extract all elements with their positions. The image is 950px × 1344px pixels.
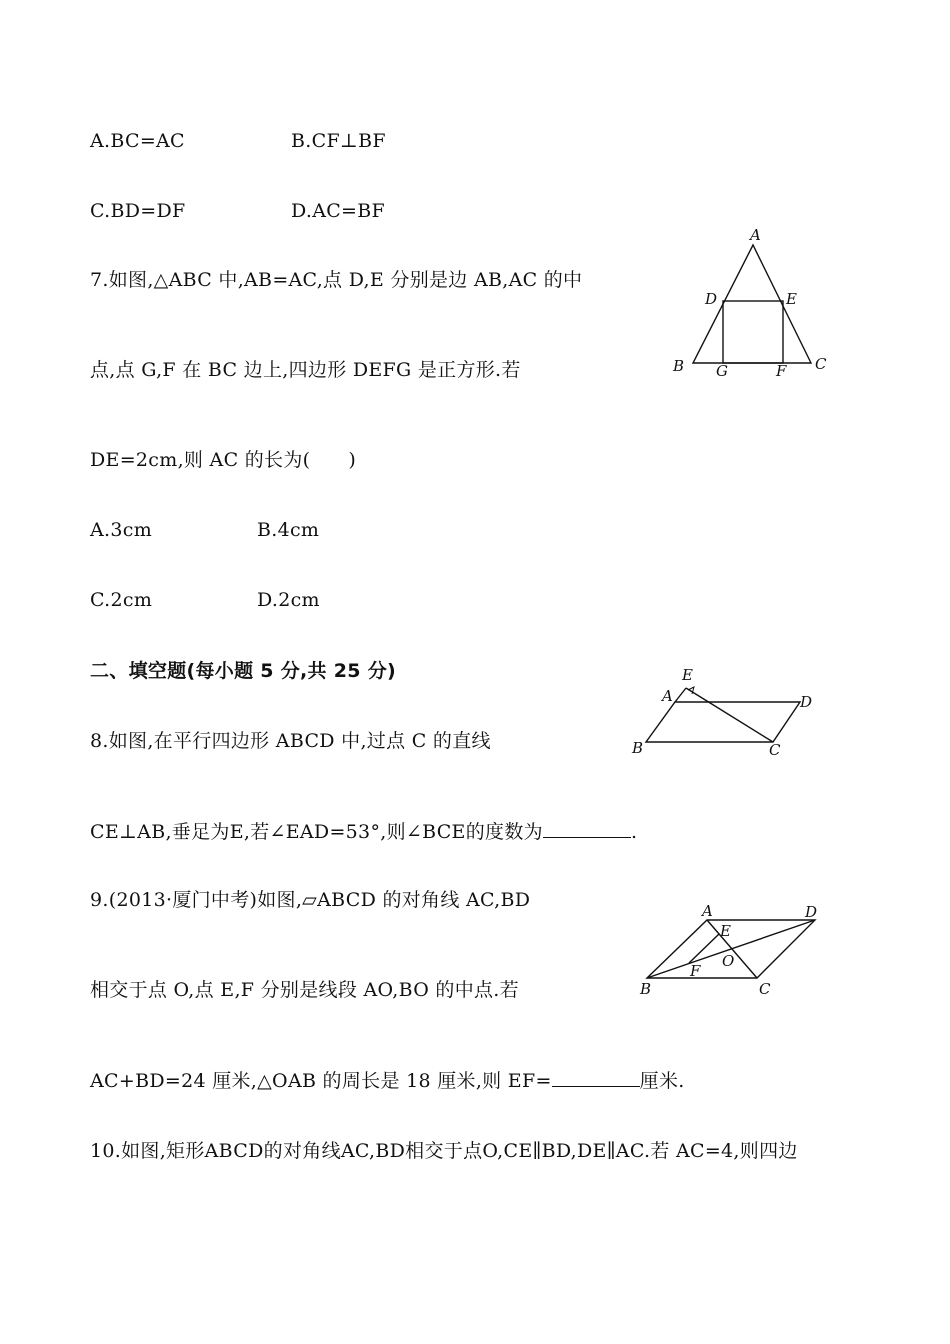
q6-option-b: B.CF⊥BF xyxy=(291,130,386,152)
label-g: G xyxy=(716,362,728,380)
q10-text-line1: 10.如图,矩形ABCD的对角线AC,BD相交于点O,CE∥BD,DE∥AC.若 AC=4,则四边 xyxy=(90,1140,798,1162)
q7-option-a: A.3cm xyxy=(90,519,153,541)
q7-text-line2: 点,点 G,F 在 BC 边上,四边形 DEFG 是正方形.若 xyxy=(90,359,521,381)
label-c: C xyxy=(815,355,827,373)
label-a: A xyxy=(662,687,673,705)
q8-text-line1: 8.如图,在平行四边形 ABCD 中,过点 C 的直线 xyxy=(90,730,491,752)
q6-option-d: D.AC=BF xyxy=(291,200,386,222)
q8-answer-blank[interactable] xyxy=(543,819,631,838)
label-e: E xyxy=(720,922,731,940)
q9-text-after-blank: 厘米. xyxy=(639,1070,685,1092)
label-b: B xyxy=(632,739,644,757)
parallelogram-abcd xyxy=(646,702,800,742)
q8-text-before-blank: CE⊥AB,垂足为E,若∠EAD=53°,则∠BCE的度数为 xyxy=(90,821,543,843)
label-d: D xyxy=(805,903,818,921)
q9-figure-parallelogram xyxy=(635,900,830,1000)
label-d: D xyxy=(800,693,813,711)
line-ae-extension xyxy=(675,688,686,702)
label-c: C xyxy=(769,741,781,759)
label-e: E xyxy=(786,290,797,308)
label-b: B xyxy=(640,980,652,998)
q7-text-line3: DE=2cm,则 AC 的长为( ) xyxy=(90,449,357,471)
label-b: B xyxy=(673,357,685,375)
label-o: O xyxy=(722,952,735,970)
square-defg xyxy=(723,301,783,363)
section-heading-fill-in: 二、填空题(每小题 5 分,共 25 分) xyxy=(90,660,397,682)
label-a: A xyxy=(750,226,761,244)
q8-text-after-blank: . xyxy=(630,821,638,843)
q6-option-c: C.BD=DF xyxy=(90,200,186,222)
line-ce xyxy=(686,688,773,742)
label-d: D xyxy=(705,290,718,308)
q7-option-d: D.2cm xyxy=(257,589,320,611)
label-a: A xyxy=(702,902,713,920)
q9-text-line2: 相交于点 O,点 E,F 分别是线段 AO,BO 的中点.若 xyxy=(90,979,519,1001)
q9-answer-blank[interactable] xyxy=(552,1068,640,1087)
q7-text-line1: 7.如图,△ABC 中,AB=AC,点 D,E 分别是边 AB,AC 的中 xyxy=(90,269,583,291)
label-c: C xyxy=(759,980,771,998)
q7-option-c: C.2cm xyxy=(90,589,153,611)
q9-text-line1: 9.(2013·厦门中考)如图,▱ABCD 的对角线 AC,BD xyxy=(90,889,531,911)
label-f: F xyxy=(776,362,787,380)
q9-text-before-blank: AC+BD=24 厘米,△OAB 的周长是 18 厘米,则 EF= xyxy=(90,1070,552,1092)
label-f: F xyxy=(690,962,701,980)
q7-option-b: B.4cm xyxy=(257,519,320,541)
label-e: E xyxy=(682,666,693,684)
q8-figure-parallelogram xyxy=(628,662,828,762)
q7-figure-triangle-square xyxy=(665,225,840,385)
q6-option-a: A.BC=AC xyxy=(90,130,185,152)
q9-text-line3 xyxy=(90,1068,685,1093)
q8-text-line2 xyxy=(90,819,637,844)
